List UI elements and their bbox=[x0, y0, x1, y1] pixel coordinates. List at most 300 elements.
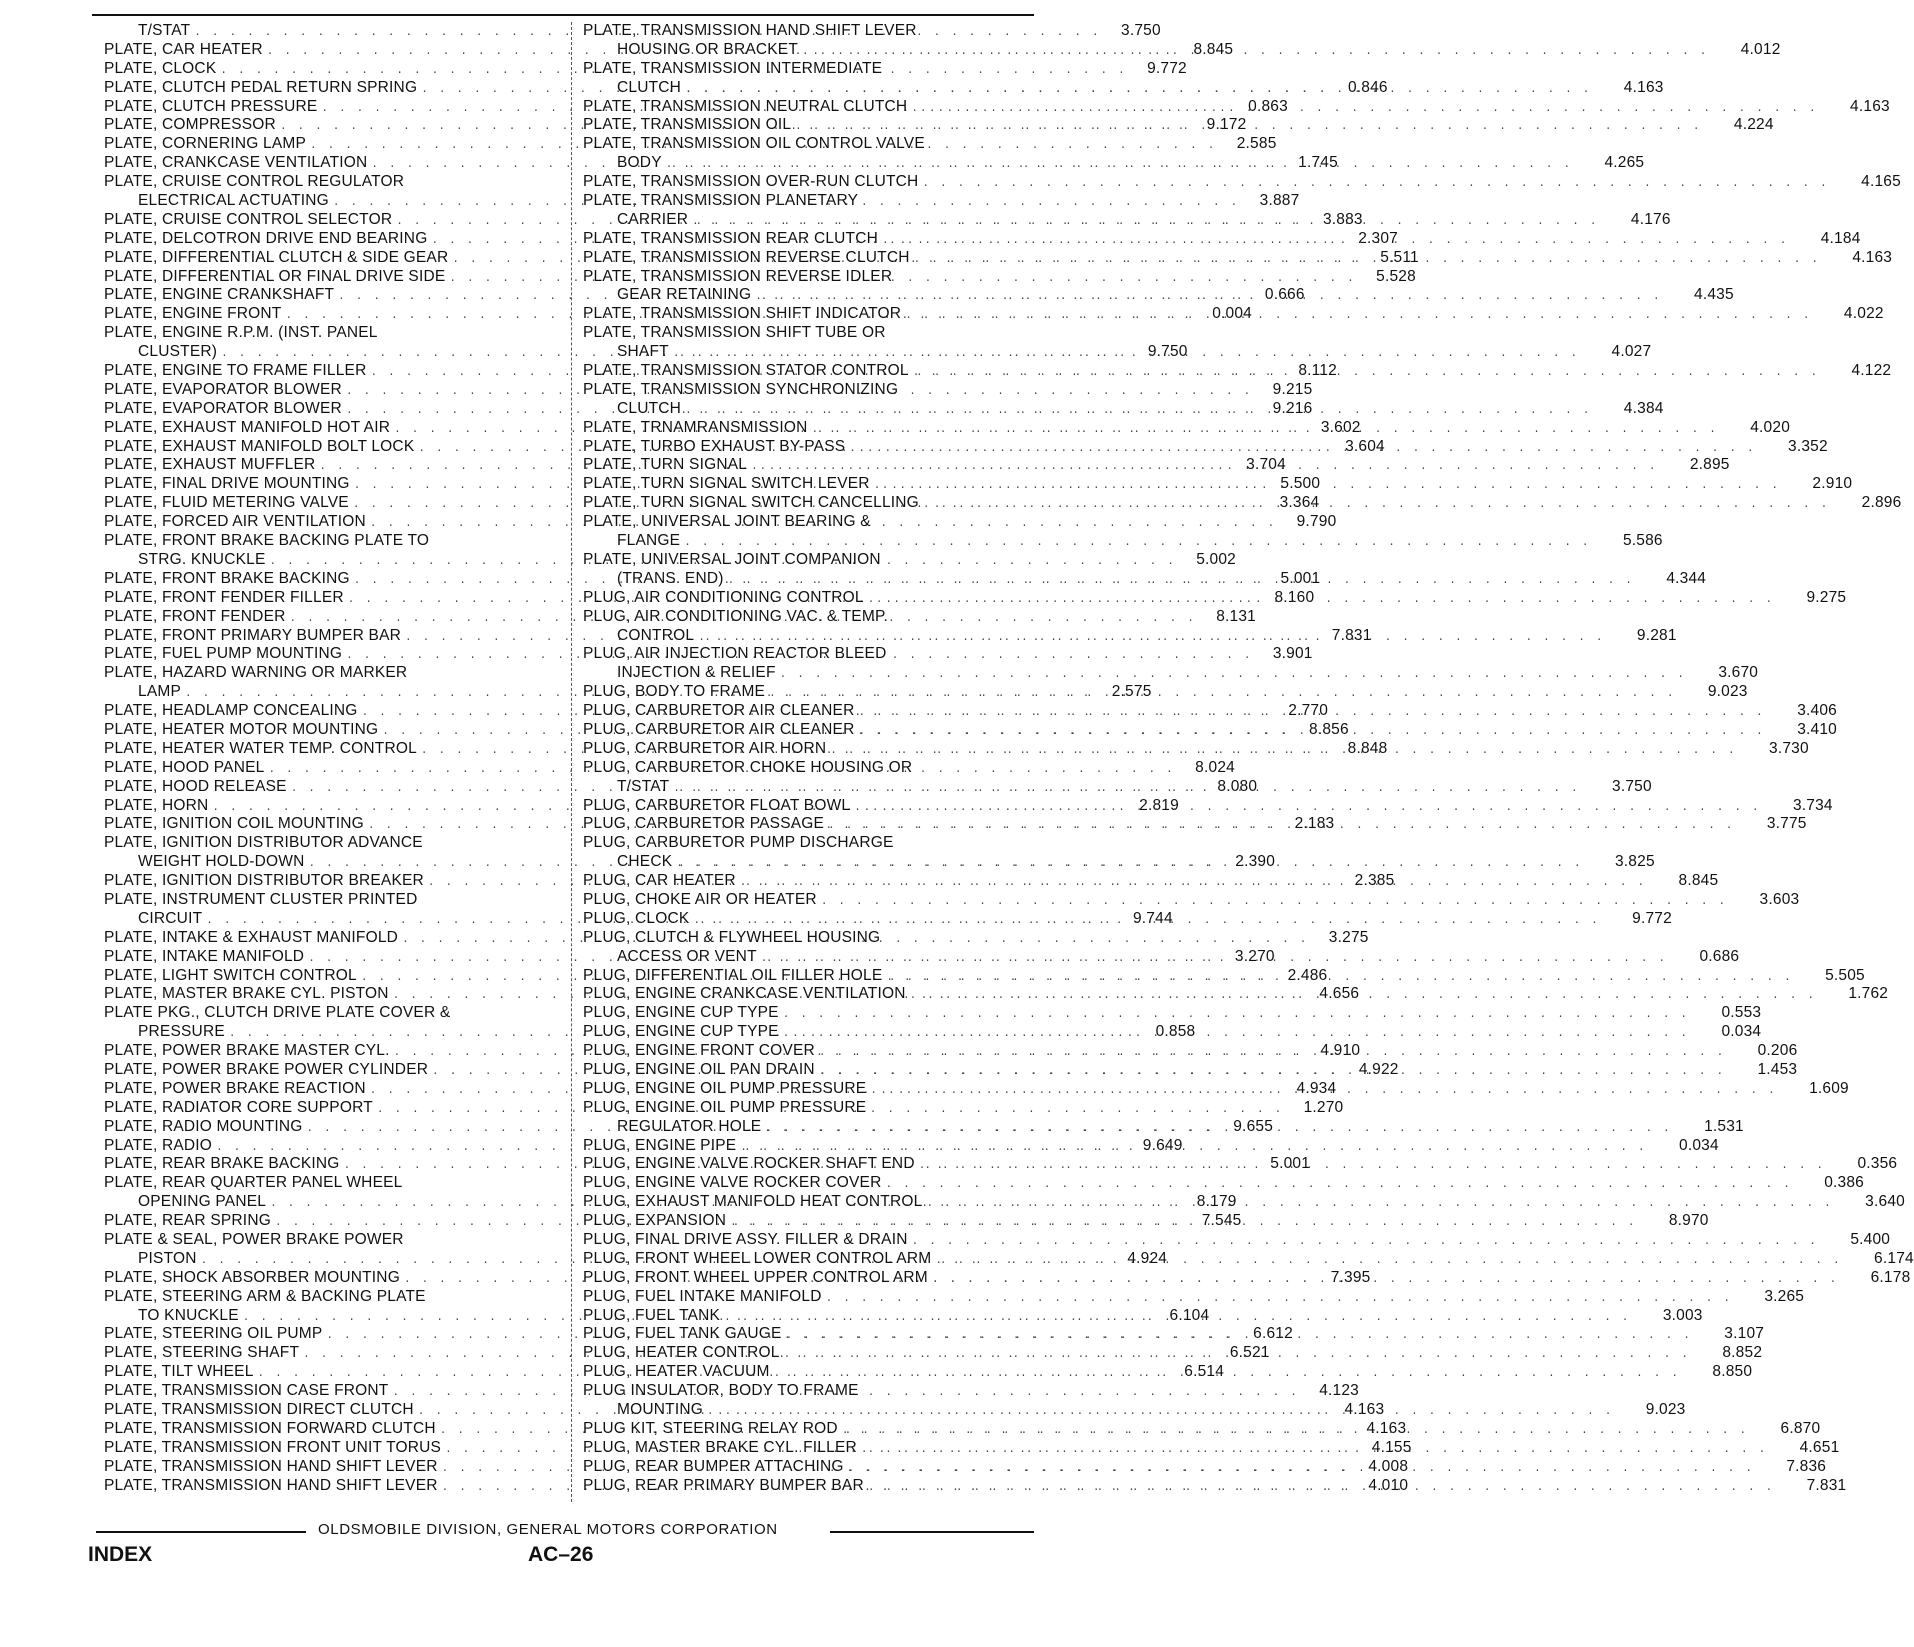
entry-label: PLATE, DELCOTRON DRIVE END BEARING bbox=[104, 229, 428, 247]
entry-label: PLATE, FRONT BRAKE BACKING PLATE TO bbox=[104, 532, 430, 550]
entry-reference-number: 4.265 bbox=[1604, 154, 1645, 172]
entry-reference-number: 8.852 bbox=[1722, 1344, 1763, 1362]
entry-reference-number: 0.034 bbox=[1679, 1136, 1719, 1154]
dot-leader bbox=[808, 418, 1725, 440]
entry-label: PLATE, TRANSMISSION OVER-RUN CLUTCH bbox=[583, 173, 919, 191]
index-entry bbox=[583, 1231, 1891, 1250]
entry-label: HOUSING OR BRACKET bbox=[617, 40, 799, 58]
entry-label: PLUG, ENGINE VALVE ROCKER COVER bbox=[583, 1174, 882, 1192]
entry-reference-number: 5.586 bbox=[1622, 532, 1663, 550]
entry-label: PLATE, UNIVERSAL JOINT BEARING & bbox=[583, 513, 871, 531]
page-footer bbox=[96, 1521, 1034, 1541]
entry-reference-number: 4.184 bbox=[1820, 229, 1861, 247]
entry-reference-number: 1.270 bbox=[1303, 1098, 1344, 1116]
dot-leader bbox=[882, 966, 1799, 988]
entry-label: PLUG, ENGINE OIL PUMP PRESSURE bbox=[583, 1079, 867, 1097]
entry-label: PLATE, POWER BRAKE REACTION bbox=[104, 1079, 366, 1097]
dot-leader bbox=[854, 720, 1771, 742]
entry-reference-number: 9.790 bbox=[1296, 513, 1337, 531]
entry-reference-number: 3.604 bbox=[1345, 437, 1385, 455]
entry-label: PLATE, IGNITION DISTRIBUTOR ADVANCE bbox=[104, 834, 423, 852]
entry-reference-number: 2.585 bbox=[1236, 135, 1277, 153]
entry-label: PLATE, TRNAMRANSMISSION bbox=[583, 418, 808, 436]
entry-label: PLATE, ENGINE CRANKSHAFT bbox=[104, 286, 335, 304]
entry-reference-number: 5.528 bbox=[1376, 267, 1416, 285]
entry-label: PLATE, INTAKE & EXHAUST MANIFOLD bbox=[104, 928, 399, 946]
dot-leader bbox=[909, 364, 1826, 383]
entry-label: PLATE, STEERING ARM & BACKING PLATE bbox=[104, 1287, 426, 1305]
index-entry bbox=[104, 532, 560, 551]
dot-leader bbox=[791, 118, 1708, 137]
entry-label: PLUG, CARBURETOR AIR CLEANER bbox=[583, 720, 855, 738]
entry-label: PLATE, EXHAUST MANIFOLD BOLT LOCK bbox=[104, 437, 415, 455]
entry-reference-number: 4.176 bbox=[1630, 210, 1671, 228]
entry-reference-number: 5.500 bbox=[1280, 475, 1321, 493]
entry-reference-number: 4.384 bbox=[1623, 399, 1664, 417]
entry-reference-number: 2.390 bbox=[1235, 853, 1276, 871]
dot-leader bbox=[850, 796, 1767, 818]
entry-reference-number: 5.001 bbox=[1270, 1155, 1311, 1173]
dot-leader bbox=[844, 1457, 1761, 1479]
index-entry bbox=[583, 664, 1759, 683]
entry-label: PLUG, CARBURETOR FLOAT BOWL bbox=[583, 796, 851, 814]
entry-label: PLATE, STEERING OIL PUMP bbox=[104, 1325, 323, 1343]
entry-reference-number: 4.163 bbox=[1344, 1401, 1385, 1419]
top-rule bbox=[92, 14, 1034, 16]
index-entry bbox=[583, 22, 1033, 41]
entry-reference-number: 9.772 bbox=[1147, 59, 1187, 77]
entry-reference-number: 4.163 bbox=[1366, 1419, 1407, 1437]
index-entry bbox=[583, 1004, 1762, 1023]
index-entry bbox=[583, 645, 1033, 664]
dot-leader bbox=[815, 1060, 1732, 1082]
entry-label: PLATE, HEATER WATER TEMP. CONTROL bbox=[104, 739, 417, 757]
entry-label: PLUG, EXHAUST MANIFOLD HEAT CONTROL bbox=[583, 1193, 923, 1211]
index-entry bbox=[104, 1231, 560, 1250]
entry-label: PISTON bbox=[138, 1249, 197, 1267]
entry-label: PLUG, FINAL DRIVE ASSY. FILLER & DRAIN bbox=[583, 1231, 908, 1248]
entry-label: PLUG INSULATOR, BODY TO FRAME bbox=[583, 1382, 859, 1400]
entry-label: PLATE, HORN bbox=[104, 796, 209, 814]
entry-reference-number: 8.179 bbox=[1196, 1193, 1237, 1211]
entry-label: PLATE, TURBO EXHAUST BY-PASS bbox=[583, 437, 846, 455]
dot-leader bbox=[703, 1403, 1620, 1422]
entry-label: STRG. KNUCKLE bbox=[138, 550, 266, 568]
entry-reference-number: 8.845 bbox=[1193, 40, 1234, 58]
entry-label: CLUTCH bbox=[617, 78, 682, 96]
entry-label: PLUG, CARBURETOR AIR CLEANER bbox=[583, 702, 855, 720]
entry-label: PLUG, FRONT WHEEL UPPER CONTROL ARM bbox=[583, 1268, 928, 1286]
entry-label: PLATE, TRANSMISSION REAR CLUTCH bbox=[583, 229, 879, 247]
entry-label: PLATE, EVAPORATOR BLOWER bbox=[104, 380, 342, 398]
index-entry bbox=[583, 192, 1033, 211]
entry-reference-number: 2.896 bbox=[1861, 494, 1902, 512]
entry-label: PLATE, TRANSMISSION HAND SHIFT LEVER bbox=[104, 1476, 438, 1494]
index-entry bbox=[583, 608, 1033, 627]
entry-reference-number: 3.265 bbox=[1764, 1287, 1805, 1305]
dot-leader bbox=[908, 1233, 1825, 1252]
entry-label: PLUG, CARBURETOR PUMP DISCHARGE bbox=[583, 834, 894, 852]
entry-label: PLATE, CRANKCASE VENTILATION bbox=[104, 154, 368, 172]
entry-reference-number: 4.155 bbox=[1371, 1438, 1412, 1456]
entry-reference-number: 6.514 bbox=[1184, 1363, 1225, 1381]
index-entry bbox=[583, 60, 1033, 79]
entry-label: PLATE, ENGINE R.P.M. (INST. PANEL bbox=[104, 324, 378, 342]
entry-reference-number: 4.651 bbox=[1799, 1438, 1840, 1456]
entry-reference-number: 7.831 bbox=[1331, 626, 1372, 644]
entry-label: PLATE, REAR SPRING bbox=[104, 1212, 271, 1230]
dot-leader bbox=[866, 1079, 1783, 1101]
dot-leader bbox=[928, 1268, 1845, 1290]
entry-label: INJECTION & RELIEF bbox=[617, 664, 776, 682]
entry-label: PLATE, TRANSMISSION NEUTRAL CLUTCH bbox=[583, 97, 908, 115]
entry-label: FLANGE bbox=[617, 532, 681, 550]
index-entry bbox=[583, 834, 1033, 853]
entry-reference-number: 2.307 bbox=[1358, 229, 1398, 247]
entry-label: PLATE, TRANSMISSION PLANETARY bbox=[583, 192, 859, 210]
entry-reference-number: 8.112 bbox=[1298, 362, 1337, 380]
index-entry bbox=[583, 1174, 1864, 1193]
entry-reference-number: 5.002 bbox=[1196, 550, 1237, 568]
entry-label: CHECK bbox=[617, 853, 673, 871]
entry-reference-number: 6.870 bbox=[1780, 1419, 1821, 1437]
entry-reference-number: 3.602 bbox=[1320, 418, 1361, 436]
entry-reference-number: 1.762 bbox=[1848, 985, 1889, 1003]
entry-reference-number: 9.275 bbox=[1806, 588, 1847, 606]
entry-reference-number: 4.123 bbox=[1319, 1382, 1359, 1400]
entry-label: PLUG, ENGINE OIL PUMP PRESSURE bbox=[583, 1098, 867, 1116]
entry-label: PLUG, REAR BUMPER ATTACHING bbox=[583, 1457, 844, 1475]
entry-label: PLATE, CRUISE CONTROL SELECTOR bbox=[104, 210, 393, 228]
entry-label: CIRCUIT bbox=[138, 909, 203, 927]
entry-label: PLATE, RADIATOR CORE SUPPORT bbox=[104, 1098, 373, 1116]
entry-label: PLATE, REAR BRAKE BACKING bbox=[104, 1155, 340, 1173]
entry-reference-number: 4.934 bbox=[1296, 1079, 1337, 1097]
dot-leader bbox=[761, 1117, 1678, 1139]
entry-reference-number: 3.901 bbox=[1272, 645, 1313, 663]
dot-leader bbox=[817, 893, 1734, 912]
index-entry bbox=[104, 78, 1388, 98]
entry-label: PLATE, FLUID METERING VALVE bbox=[104, 494, 349, 512]
entry-label: PLATE, TRANSMISSION CASE FRONT bbox=[104, 1382, 389, 1400]
entry-label: PLATE, RADIO MOUNTING bbox=[104, 1117, 303, 1135]
entry-label: PLUG, AIR CONDITIONING CONTROL bbox=[583, 588, 864, 606]
index-entry bbox=[583, 532, 1663, 551]
entry-label: PLATE, STEERING SHAFT bbox=[104, 1344, 300, 1362]
entry-label: CONTROL bbox=[617, 626, 695, 644]
entry-label: PLUG, FUEL TANK bbox=[583, 1306, 721, 1324]
entry-label: PLUG, CLUTCH & FLYWHEEL HOUSING bbox=[583, 928, 881, 946]
entry-reference-number: 3.750 bbox=[1612, 777, 1652, 795]
entry-label: PLATE, CAR HEATER bbox=[104, 40, 263, 58]
entry-reference-number: 7.395 bbox=[1330, 1268, 1371, 1286]
entry-label: PRESSURE bbox=[138, 1023, 225, 1041]
entry-label: PLATE, FUEL PUMP MOUNTING bbox=[104, 645, 343, 663]
dot-leader bbox=[757, 947, 1674, 969]
dot-leader bbox=[878, 229, 1795, 251]
entry-label: OPENING PANEL bbox=[138, 1193, 267, 1211]
entry-label: PLATE, CLUTCH PEDAL RETURN SPRING bbox=[104, 78, 418, 96]
entry-reference-number: 9.023 bbox=[1645, 1401, 1686, 1419]
entry-label: PLATE, COMPRESSOR bbox=[104, 116, 276, 134]
entry-reference-number: 3.603 bbox=[1759, 890, 1800, 908]
entry-label: PLATE, EXHAUST MUFFLER bbox=[104, 456, 316, 474]
entry-reference-number: 4.910 bbox=[1320, 1042, 1361, 1060]
entry-reference-number: 7.545 bbox=[1201, 1212, 1242, 1230]
entry-label: PLATE, TRANSMISSION OIL CONTROL VALVE bbox=[583, 135, 925, 153]
entry-reference-number: 9.172 bbox=[1206, 116, 1247, 134]
dot-leader bbox=[918, 175, 1835, 194]
entry-label: PLATE, HOOD RELEASE bbox=[104, 777, 287, 795]
entry-reference-number: 9.215 bbox=[1272, 380, 1313, 398]
entry-label: PLATE, TRANSMISSION REVERSE CLUTCH bbox=[583, 248, 910, 266]
entry-reference-number: 6.178 bbox=[1870, 1268, 1911, 1286]
entry-label: ACCESS OR VENT bbox=[617, 947, 757, 965]
entry-label: PLATE, FRONT FENDER bbox=[104, 607, 286, 625]
entry-reference-number: 9.772 bbox=[1632, 909, 1672, 927]
entry-reference-number: 0.858 bbox=[1155, 1023, 1196, 1041]
entry-label: PLATE, EXHAUST MANIFOLD HOT AIR bbox=[104, 418, 391, 436]
entry-label: PLATE, DIFFERENTIAL OR FINAL DRIVE SIDE bbox=[104, 267, 446, 285]
dot-leader bbox=[776, 666, 1693, 685]
index-entry bbox=[104, 834, 560, 853]
entry-reference-number: 8.856 bbox=[1309, 720, 1349, 738]
entry-label: CLUTCH bbox=[617, 399, 682, 417]
dot-leader bbox=[779, 1006, 1696, 1025]
entry-label: LAMP bbox=[138, 683, 182, 701]
entry-reference-number: 6.612 bbox=[1253, 1325, 1293, 1343]
entry-reference-number: 9.655 bbox=[1233, 1117, 1274, 1135]
dot-leader bbox=[857, 1438, 1774, 1460]
dot-leader bbox=[822, 1290, 1739, 1309]
entry-reference-number: 2.910 bbox=[1812, 475, 1853, 493]
entry-label: PLUG, MASTER BRAKE CYL. FILLER bbox=[583, 1438, 857, 1456]
dot-leader bbox=[736, 874, 1653, 893]
entry-label: PLATE, TRANSMISSION OIL bbox=[583, 116, 792, 134]
entry-label: PLATE, TURN SIGNAL SWITCH CANCELLING bbox=[583, 494, 919, 512]
entry-label: PLATE & SEAL, POWER BRAKE POWER bbox=[104, 1231, 404, 1248]
entry-label: PLATE, TRANSMISSION HAND SHIFT LEVER bbox=[104, 1457, 438, 1475]
entry-reference-number: 3.775 bbox=[1766, 815, 1807, 833]
footer-rule-right bbox=[830, 1531, 1034, 1533]
entry-reference-number: 3.107 bbox=[1724, 1325, 1765, 1343]
entry-reference-number: 9.216 bbox=[1272, 399, 1313, 417]
entry-label: PLATE, TRANSMISSION SHIFT INDICATOR bbox=[583, 305, 902, 323]
dot-leader bbox=[864, 1476, 1781, 1498]
dot-leader bbox=[770, 1365, 1687, 1384]
entry-label: PLUG, HEATER CONTROL bbox=[583, 1344, 780, 1362]
entry-reference-number: 4.435 bbox=[1694, 286, 1734, 304]
entry-reference-number: 6.104 bbox=[1169, 1306, 1210, 1324]
dot-leader bbox=[870, 477, 1787, 496]
entry-reference-number: 3.734 bbox=[1792, 796, 1833, 814]
dot-leader bbox=[931, 1249, 1848, 1271]
entry-label: PLUG, CLOCK bbox=[583, 909, 690, 927]
entry-label: REGULATOR HOLE bbox=[617, 1117, 762, 1135]
entry-label: PLATE, FRONT PRIMARY BUMPER BAR bbox=[104, 626, 402, 644]
dot-leader bbox=[681, 399, 1598, 421]
dot-leader bbox=[824, 817, 1741, 836]
entry-label: PLATE, FRONT FENDER FILLER bbox=[104, 588, 344, 606]
entry-label: PLUG, DIFFERENTIAL OIL FILLER HOLE bbox=[583, 966, 883, 984]
entry-reference-number: 1.453 bbox=[1757, 1060, 1798, 1078]
entry-reference-number: 0.034 bbox=[1721, 1023, 1762, 1041]
entry-label: TO KNUCKLE bbox=[138, 1306, 239, 1324]
entry-reference-number: 5.001 bbox=[1280, 569, 1321, 587]
entry-label: PLUG, CARBURETOR CHOKE HOUSING OR bbox=[583, 758, 913, 776]
entry-label: PLATE, ENGINE TO FRAME FILLER bbox=[104, 362, 367, 380]
entry-reference-number: 3.825 bbox=[1614, 853, 1655, 871]
dot-leader bbox=[915, 1157, 1832, 1176]
entry-reference-number: 3.275 bbox=[1328, 928, 1369, 946]
entry-reference-number: 0.686 bbox=[1699, 947, 1740, 965]
entry-label: PLATE, DIFFERENTIAL CLUTCH & SIDE GEAR bbox=[104, 248, 449, 266]
entry-reference-number: 3.352 bbox=[1788, 437, 1828, 455]
index-entry bbox=[583, 135, 1033, 154]
entry-reference-number: 3.750 bbox=[1121, 22, 1161, 39]
entry-reference-number: 0.386 bbox=[1824, 1174, 1864, 1192]
entry-label: PLATE, HAZARD WARNING OR MARKER bbox=[104, 664, 408, 682]
entry-reference-number: 1.745 bbox=[1298, 154, 1338, 172]
entry-label: PLATE, FINAL DRIVE MOUNTING bbox=[104, 475, 350, 493]
dot-leader bbox=[826, 739, 1743, 761]
entry-label: PLUG, CARBURETOR AIR HORN bbox=[583, 739, 827, 757]
dot-leader bbox=[845, 437, 1762, 459]
entry-label: ELECTRICAL ACTUATING bbox=[138, 192, 329, 210]
entry-label: GEAR RETAINING bbox=[617, 286, 752, 304]
entry-reference-number: 8.131 bbox=[1216, 607, 1257, 625]
dot-leader bbox=[765, 685, 1682, 704]
index-entry bbox=[104, 324, 560, 343]
entry-label: PLUG, EXPANSION bbox=[583, 1212, 727, 1230]
entry-reference-number: 4.924 bbox=[1127, 1249, 1168, 1267]
entry-reference-number: 5.511 bbox=[1380, 248, 1419, 266]
entry-reference-number: 3.883 bbox=[1322, 210, 1363, 228]
entry-label: PLUG, ENGINE VALVE ROCKER SHAFT END bbox=[583, 1155, 915, 1173]
entry-reference-number: 3.410 bbox=[1797, 720, 1837, 738]
entry-reference-number: 3.704 bbox=[1246, 456, 1286, 474]
dot-leader bbox=[864, 588, 1781, 610]
entry-label: CLUSTER) bbox=[138, 343, 218, 361]
entry-label: PLATE, CRUISE CONTROL REGULATOR bbox=[104, 173, 405, 191]
index-entry bbox=[583, 890, 1800, 910]
entry-label: PLATE, IGNITION DISTRIBUTOR BREAKER bbox=[104, 872, 424, 890]
dot-leader bbox=[672, 855, 1589, 874]
index-entry bbox=[583, 1382, 1033, 1401]
entry-reference-number: 3.406 bbox=[1797, 702, 1837, 720]
dot-leader bbox=[780, 1346, 1697, 1365]
entry-reference-number: 4.163 bbox=[1623, 78, 1664, 96]
entry-label: PLATE, CLUTCH PRESSURE bbox=[104, 97, 318, 115]
entry-reference-number: 2.819 bbox=[1139, 796, 1179, 814]
entry-label: PLATE, TRANSMISSION SHIFT TUBE OR bbox=[583, 324, 886, 342]
entry-label: PLATE, HOOD PANEL bbox=[104, 758, 265, 776]
index-entry bbox=[583, 513, 1033, 532]
entry-label: WEIGHT HOLD-DOWN bbox=[138, 853, 305, 871]
entry-label: PLATE, TRANSMISSION FORWARD CLUTCH bbox=[104, 1419, 436, 1437]
dot-leader bbox=[838, 1419, 1755, 1441]
entry-label: PLATE, TRANSMISSION DIRECT CLUTCH bbox=[104, 1401, 414, 1419]
entry-reference-number: 9.744 bbox=[1132, 909, 1173, 927]
entry-reference-number: 4.922 bbox=[1358, 1060, 1399, 1078]
index-entry bbox=[583, 268, 1033, 287]
entry-label: (TRANS. END) bbox=[617, 569, 724, 587]
entry-label: PLUG, ENGINE OIL PAN DRAIN bbox=[583, 1060, 815, 1078]
entry-reference-number: 4.163 bbox=[1850, 97, 1890, 115]
entry-reference-number: 4.165 bbox=[1861, 173, 1901, 191]
entry-reference-number: 6.174 bbox=[1874, 1249, 1914, 1267]
entry-reference-number: 4.020 bbox=[1750, 418, 1791, 436]
dot-leader bbox=[919, 496, 1836, 515]
entry-reference-number: 0.846 bbox=[1347, 78, 1388, 96]
entry-label: PLATE, LIGHT SWITCH CONTROL bbox=[104, 966, 357, 984]
entry-label: PLATE, CORNERING LAMP bbox=[104, 135, 307, 153]
entry-reference-number: 4.027 bbox=[1611, 343, 1652, 361]
entry-reference-number: 5.400 bbox=[1850, 1231, 1891, 1248]
entry-label: PLUG, ENGINE CUP TYPE bbox=[583, 1004, 779, 1022]
entry-reference-number: 2.895 bbox=[1689, 456, 1730, 474]
entry-reference-number: 6.521 bbox=[1229, 1344, 1270, 1362]
entry-label: PLATE, TRANSMISSION REVERSE IDLER bbox=[583, 267, 893, 285]
entry-reference-number: 3.640 bbox=[1865, 1193, 1905, 1211]
dot-leader bbox=[782, 1327, 1699, 1346]
entry-label: T/STAT bbox=[617, 777, 670, 795]
entry-label: PLUG, ENGINE CRANKCASE VENTILATION bbox=[583, 985, 906, 1003]
entry-reference-number: 2.575 bbox=[1111, 683, 1152, 701]
index-entry bbox=[583, 551, 1033, 570]
entry-label: PLATE, IGNITION COIL MOUNTING bbox=[104, 815, 364, 833]
index-entry bbox=[583, 1099, 1033, 1118]
entry-reference-number: 9.649 bbox=[1142, 1136, 1183, 1154]
entry-label: PLATE, POWER BRAKE POWER CYLINDER bbox=[104, 1060, 429, 1078]
entry-reference-number: 8.848 bbox=[1347, 739, 1388, 757]
entry-label: PLATE, INSTRUMENT CLUSTER PRINTED bbox=[104, 890, 418, 908]
dot-leader bbox=[901, 307, 1818, 326]
entry-reference-number: 0.666 bbox=[1264, 286, 1305, 304]
entry-reference-number: 1.609 bbox=[1809, 1079, 1849, 1097]
index-entry bbox=[583, 173, 1901, 192]
dot-leader bbox=[798, 40, 1715, 62]
entry-label: BODY bbox=[617, 154, 662, 172]
entry-label: PLUG, FRONT WHEEL LOWER CONTROL ARM bbox=[583, 1249, 932, 1267]
index-entry bbox=[104, 1004, 560, 1023]
index-entry bbox=[583, 759, 1033, 778]
entry-label: PLUG, FUEL INTAKE MANIFOLD bbox=[583, 1287, 822, 1305]
entry-label: PLUG, CHOKE AIR OR HEATER bbox=[583, 890, 817, 908]
entry-reference-number: 7.836 bbox=[1786, 1457, 1827, 1475]
entry-reference-number: 0.004 bbox=[1212, 305, 1252, 323]
dot-leader bbox=[720, 1306, 1637, 1328]
entry-reference-number: 4.022 bbox=[1843, 305, 1884, 323]
dot-leader bbox=[906, 987, 1823, 1006]
dot-leader bbox=[854, 704, 1771, 723]
entry-reference-number: 4.163 bbox=[1852, 248, 1893, 266]
entry-label: PLATE, TRANSMISSION STATOR CONTROL bbox=[583, 362, 909, 380]
entry-reference-number: 9.750 bbox=[1147, 343, 1188, 361]
entry-label: MOUNTING bbox=[617, 1401, 703, 1419]
entry-label: PLUG, HEATER VACUUM bbox=[583, 1363, 770, 1381]
entry-reference-number: 9.023 bbox=[1707, 683, 1748, 701]
footer-organization: OLDSMOBILE DIVISION, GENERAL MOTORS CORPORATION bbox=[318, 1521, 778, 1538]
entry-reference-number: 8.970 bbox=[1668, 1212, 1709, 1230]
entry-reference-number: 8.845 bbox=[1678, 872, 1719, 890]
entry-label: PLATE, ENGINE FRONT bbox=[104, 305, 282, 323]
index-entry bbox=[104, 1174, 560, 1193]
index-entry bbox=[583, 929, 1033, 948]
entry-label: PLUG, ENGINE CUP TYPE bbox=[583, 1023, 779, 1041]
entry-label: PLATE, INTAKE MANIFOLD bbox=[104, 947, 305, 965]
entry-label: PLUG, AIR CONDITIONING VAC. & TEMP. bbox=[583, 607, 889, 625]
